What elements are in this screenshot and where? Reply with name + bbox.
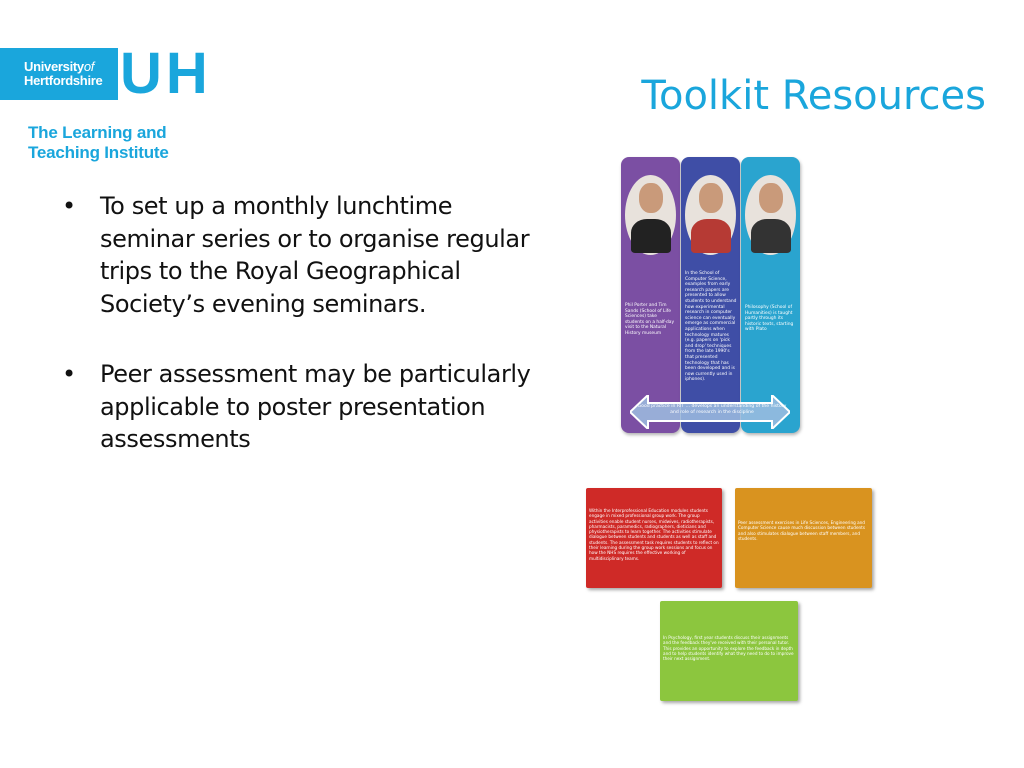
column-text: Philosophy (School of Humanities) is taught partly through its historic texts, starting with Plato bbox=[745, 305, 794, 333]
portrait-photo bbox=[745, 175, 796, 255]
bullet-item: • Peer assessment may be particularly applicable to poster presentation assessments bbox=[62, 358, 552, 456]
university-name-line1: University bbox=[24, 59, 84, 74]
bullet-list bbox=[62, 190, 552, 494]
arrow-caption: Good practice in RIT ... develops an understanding of the history and role of research in the discipline bbox=[637, 404, 787, 415]
bullet-item: • To set up a monthly lunchtime seminar series or to organise regular trips to the Royal Geographical Society’s evening seminars. bbox=[62, 190, 552, 320]
box-text: In Psychology, first year students discuss their assignments and the feedback they've received with their personal tutor. This provides an opportunity to explore the feedback in depth and to help students identify what they need to do to improve their next assignment. bbox=[663, 635, 794, 662]
portrait-photo bbox=[685, 175, 736, 255]
column-humanities bbox=[741, 157, 800, 433]
box-text: Peer assessment exercises in Life Sciences, Engineering and Computer Science cause much discussion between students and also stimulates dialogue between staff members, and students. bbox=[738, 520, 866, 541]
box-interprofessional bbox=[586, 488, 722, 588]
column-life-sciences bbox=[621, 157, 680, 433]
column-computer-science bbox=[681, 157, 740, 433]
slide-title: Toolkit Resources bbox=[641, 73, 986, 119]
portrait-photo bbox=[625, 175, 676, 255]
column-text: Phil Porter and Tim Sands (School of Life Sciences) take students on a half-day visit to the Natural History museum bbox=[625, 303, 675, 336]
university-name-line2: Hertfordshire bbox=[24, 73, 103, 88]
box-peer-assessment bbox=[735, 488, 872, 588]
university-name bbox=[24, 60, 102, 88]
institute-name bbox=[28, 123, 169, 163]
column-text: In the School of Computer Science, examples from early research papers are presented to allow students to understand how experimental research in computer science can eventually emerge as commercial applications when technology matures (e.g. papers on 'pick and drop' techniques from the late 1990's that presented technology that has been developed and is now currently used in iphones). bbox=[685, 271, 737, 383]
uh-logo-mark: UH bbox=[120, 41, 212, 106]
institute-name-line1: The Learning and bbox=[28, 123, 167, 142]
institute-name-line2: Teaching Institute bbox=[28, 143, 169, 162]
university-name-of: of bbox=[83, 59, 95, 74]
box-text: Within the Interprofessional Education modules students engage in mixed professional group work. The group activities enable student nurses, midwives, radiotherapists, pharmacists, paramedics, radiographers, dieticians and physiotherapists to learn together. The activities stimulate dialogue between students and students as well as staff and students. The assessment task requires students to reflect on their learning during the group work sessions and focus on how the NHS requires the effective working of multidisciplinary teams. bbox=[589, 508, 719, 561]
box-psychology bbox=[660, 601, 798, 701]
